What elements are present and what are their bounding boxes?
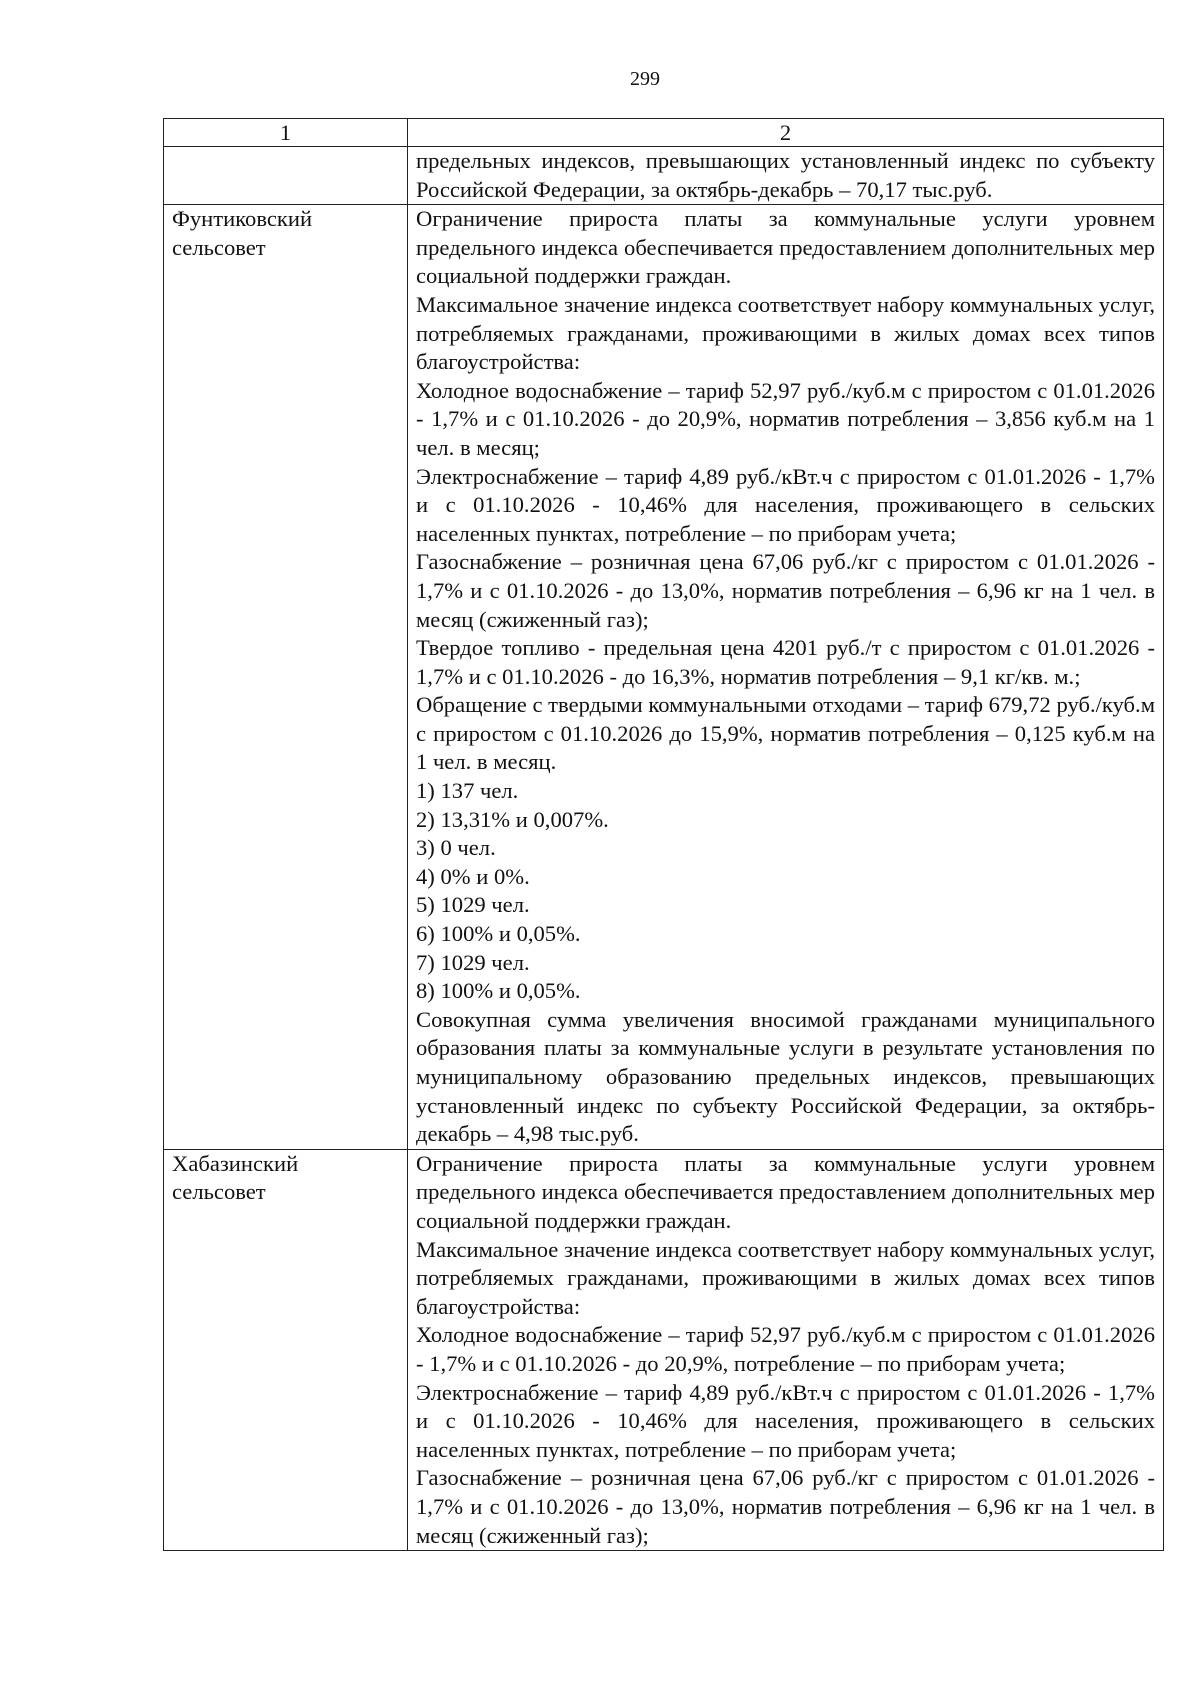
list-item: 5) 1029 чел. — [416, 892, 530, 918]
document-table — [163, 118, 1164, 1551]
list-item: 1) 137 чел. — [416, 778, 519, 804]
municipality-type: сельсовет — [172, 234, 266, 260]
table-row-funtikovsky — [164, 205, 1164, 1150]
list-item: 8) 100% и 0,05%. — [416, 978, 581, 1004]
table-row-khabazinsky — [164, 1149, 1164, 1550]
column-header-1: 1 — [164, 119, 408, 147]
description-cell — [408, 1149, 1164, 1550]
paragraph: Электроснабжение – тариф 4,89 руб./кВт.ч с приростом с 01.01.2026 - 1,7% и с 01.10.2026 - 10,46% для населения, проживающего в сельских населенных пунктах, потребление – по приборам учета; — [416, 463, 1155, 546]
list-item: 7) 1029 чел. — [416, 949, 530, 975]
municipality-cell — [164, 1149, 408, 1550]
paragraph: Газоснабжение – розничная цена 67,06 руб./кг с приростом с 01.01.2026 - 1,7% и с 01.10.2026 - до 13,0%, норматив потребления – 6,96 кг на 1 чел. в месяц (сжиженный газ); — [416, 549, 1155, 632]
paragraph: Холодное водоснабжение – тариф 52,97 руб./куб.м с приростом с 01.01.2026 - 1,7% и с 01.10.2026 - до 20,9%, потребление – по приборам учета; — [416, 1322, 1155, 1376]
paragraph: предельных индексов, превышающих установленный индекс по субъекту Российской Федерации, за октябрь-декабрь – 70,17 тыс.руб. — [416, 148, 1155, 202]
paragraph: Ограничение прироста платы за коммунальные услуги уровнем предельного индекса обеспечивается предоставлением дополнительных мер социальной поддержки граждан. — [416, 206, 1155, 289]
page-number: 299 — [630, 68, 660, 90]
description-cell-continued — [408, 147, 1164, 205]
municipality-name: Хабазинский — [172, 1150, 299, 1176]
municipality-type: сельсовет — [172, 1179, 266, 1205]
paragraph: Максимальное значение индекса соответствует набору коммунальных услуг, потребляемых гражданами, проживающими в жилых домах всех типов благоустройства: — [416, 291, 1155, 375]
list-item: 6) 100% и 0,05%. — [416, 921, 581, 947]
municipality-cell — [164, 205, 408, 1150]
table-header-row — [164, 119, 1164, 147]
municipality-name: Фунтиковский — [172, 206, 313, 232]
paragraph: Холодное водоснабжение – тариф 52,97 руб./куб.м с приростом с 01.01.2026 - 1,7% и с 01.10.2026 - до 20,9%, норматив потребления – 3,856 куб.м на 1 чел. в месяц; — [416, 377, 1155, 460]
paragraph: Электроснабжение – тариф 4,89 руб./кВт.ч с приростом с 01.01.2026 - 1,7% и с 01.10.2026 - 10,46% для населения, проживающего в сельских населенных пунктах, потребление – по приборам учета; — [416, 1379, 1155, 1462]
paragraph: Обращение с твердыми коммунальными отходами – тариф 679,72 руб./куб.м с приростом с 01.10.2026 до 15,9%, норматив потребления – 0,125 куб.м на 1 чел. в месяц. — [416, 692, 1155, 775]
list-item: 3) 0 чел. — [416, 835, 496, 861]
description-cell — [408, 205, 1164, 1150]
paragraph: Газоснабжение – розничная цена 67,06 руб./кг с приростом с 01.01.2026 - 1,7% и с 01.10.2026 - до 13,0%, норматив потребления – 6,96 кг на 1 чел. в месяц (сжиженный газ); — [416, 1465, 1155, 1548]
paragraph: Максимальное значение индекса соответствует набору коммунальных услуг, потребляемых гражданами, проживающими в жилых домах всех типов благоустройства: — [416, 1236, 1155, 1319]
municipality-cell-empty — [164, 147, 408, 205]
column-header-2: 2 — [408, 119, 1164, 147]
list-item: 4) 0% и 0%. — [416, 863, 530, 889]
paragraph: Ограничение прироста платы за коммунальные услуги уровнем предельного индекса обеспечивается предоставлением дополнительных мер социальной поддержки граждан. — [416, 1150, 1155, 1233]
paragraph: Твердое топливо - предельная цена 4201 руб./т с приростом с 01.01.2026 - 1,7% и с 01.10.2026 - до 16,3%, норматив потребления – 9,1 кг/кв. м.; — [416, 635, 1155, 689]
paragraph: Совокупная сумма увеличения вносимой гражданами муниципального образования платы за коммунальные услуги в результате установления по муниципальному образованию предельных индексов, превышающих установленный индекс по субъекту Российской Федерации, за октябрь-декабрь – 4,98 тыс.руб. — [416, 1006, 1155, 1147]
table-row-continued — [164, 147, 1164, 205]
list-item: 2) 13,31% и 0,007%. — [416, 806, 609, 832]
